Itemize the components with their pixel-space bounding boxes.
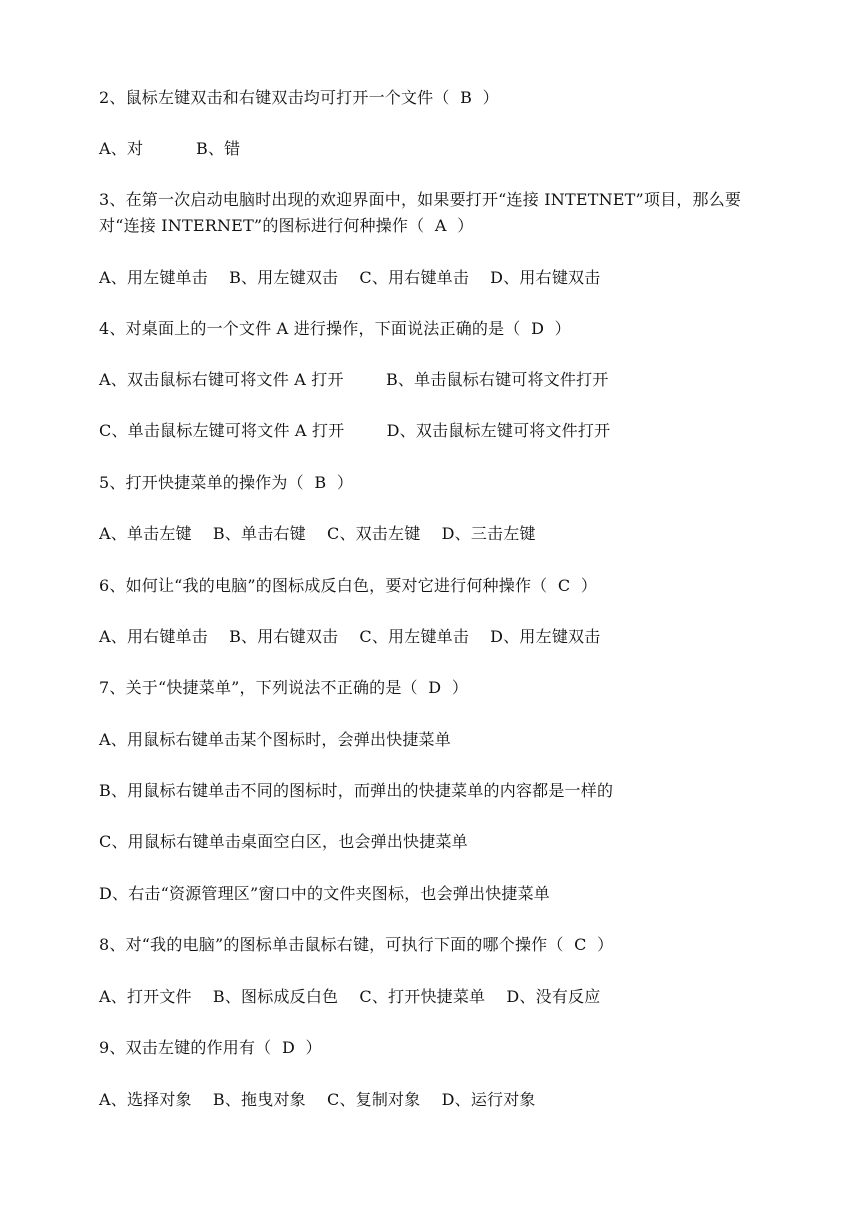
question-7: 7、关于“快捷菜单”，下列说法不正确的是（ D ）	[99, 678, 469, 697]
question-2-options: A、对 B、错	[99, 139, 241, 158]
question-3-line-2: 对“连接 INTERNET”的图标进行何种操作（ A ）	[99, 216, 474, 235]
question-6: 6、如何让“我的电脑”的图标成反白色，要对它进行何种操作（ C ）	[99, 576, 598, 595]
question-9-options: A、选择对象 B、拖曳对象 C、复制对象 D、运行对象	[99, 1090, 536, 1109]
question-3-line-1: 3、在第一次启动电脑时出现的欢迎界面中，如果要打开“连接 INTETNET”项目，那么要	[99, 190, 742, 209]
question-4: 4、对桌面上的一个文件 A 进行操作，下面说法正确的是（ D ）	[99, 319, 571, 338]
question-7-option-d: D、右击“资源管理区”窗口中的文件夹图标，也会弹出快捷菜单	[99, 884, 550, 903]
question-4-options-ab: A、双击鼠标右键可将文件 A 打开 B、单击鼠标右键可将文件打开	[99, 370, 609, 389]
question-8-options: A、打开文件 B、图标成反白色 C、打开快捷菜单 D、没有反应	[99, 987, 601, 1006]
question-2: 2、鼠标左键双击和右键双击均可打开一个文件（ B ）	[99, 88, 499, 107]
question-5: 5、打开快捷菜单的操作为（ B ）	[99, 473, 354, 492]
question-5-options: A、单击左键 B、单击右键 C、双击左键 D、三击左键	[99, 524, 536, 543]
question-7-option-c: C、用鼠标右键单击桌面空白区，也会弹出快捷菜单	[99, 832, 468, 851]
question-6-options: A、用右键单击 B、用右键双击 C、用左键单击 D、用左键双击	[99, 627, 601, 646]
question-9: 9、双击左键的作用有（ D ）	[99, 1038, 322, 1057]
question-7-option-b: B、用鼠标右键单击不同的图标时，而弹出的快捷菜单的内容都是一样的	[99, 781, 614, 800]
question-8: 8、对“我的电脑”的图标单击鼠标右键，可执行下面的哪个操作（ C ）	[99, 935, 614, 954]
question-3-options: A、用左键单击 B、用左键双击 C、用右键单击 D、用右键双击	[99, 268, 601, 287]
question-4-options-cd: C、单击鼠标左键可将文件 A 打开 D、双击鼠标左键可将文件打开	[99, 421, 611, 440]
question-7-option-a: A、用鼠标右键单击某个图标时，会弹出快捷菜单	[99, 730, 451, 749]
